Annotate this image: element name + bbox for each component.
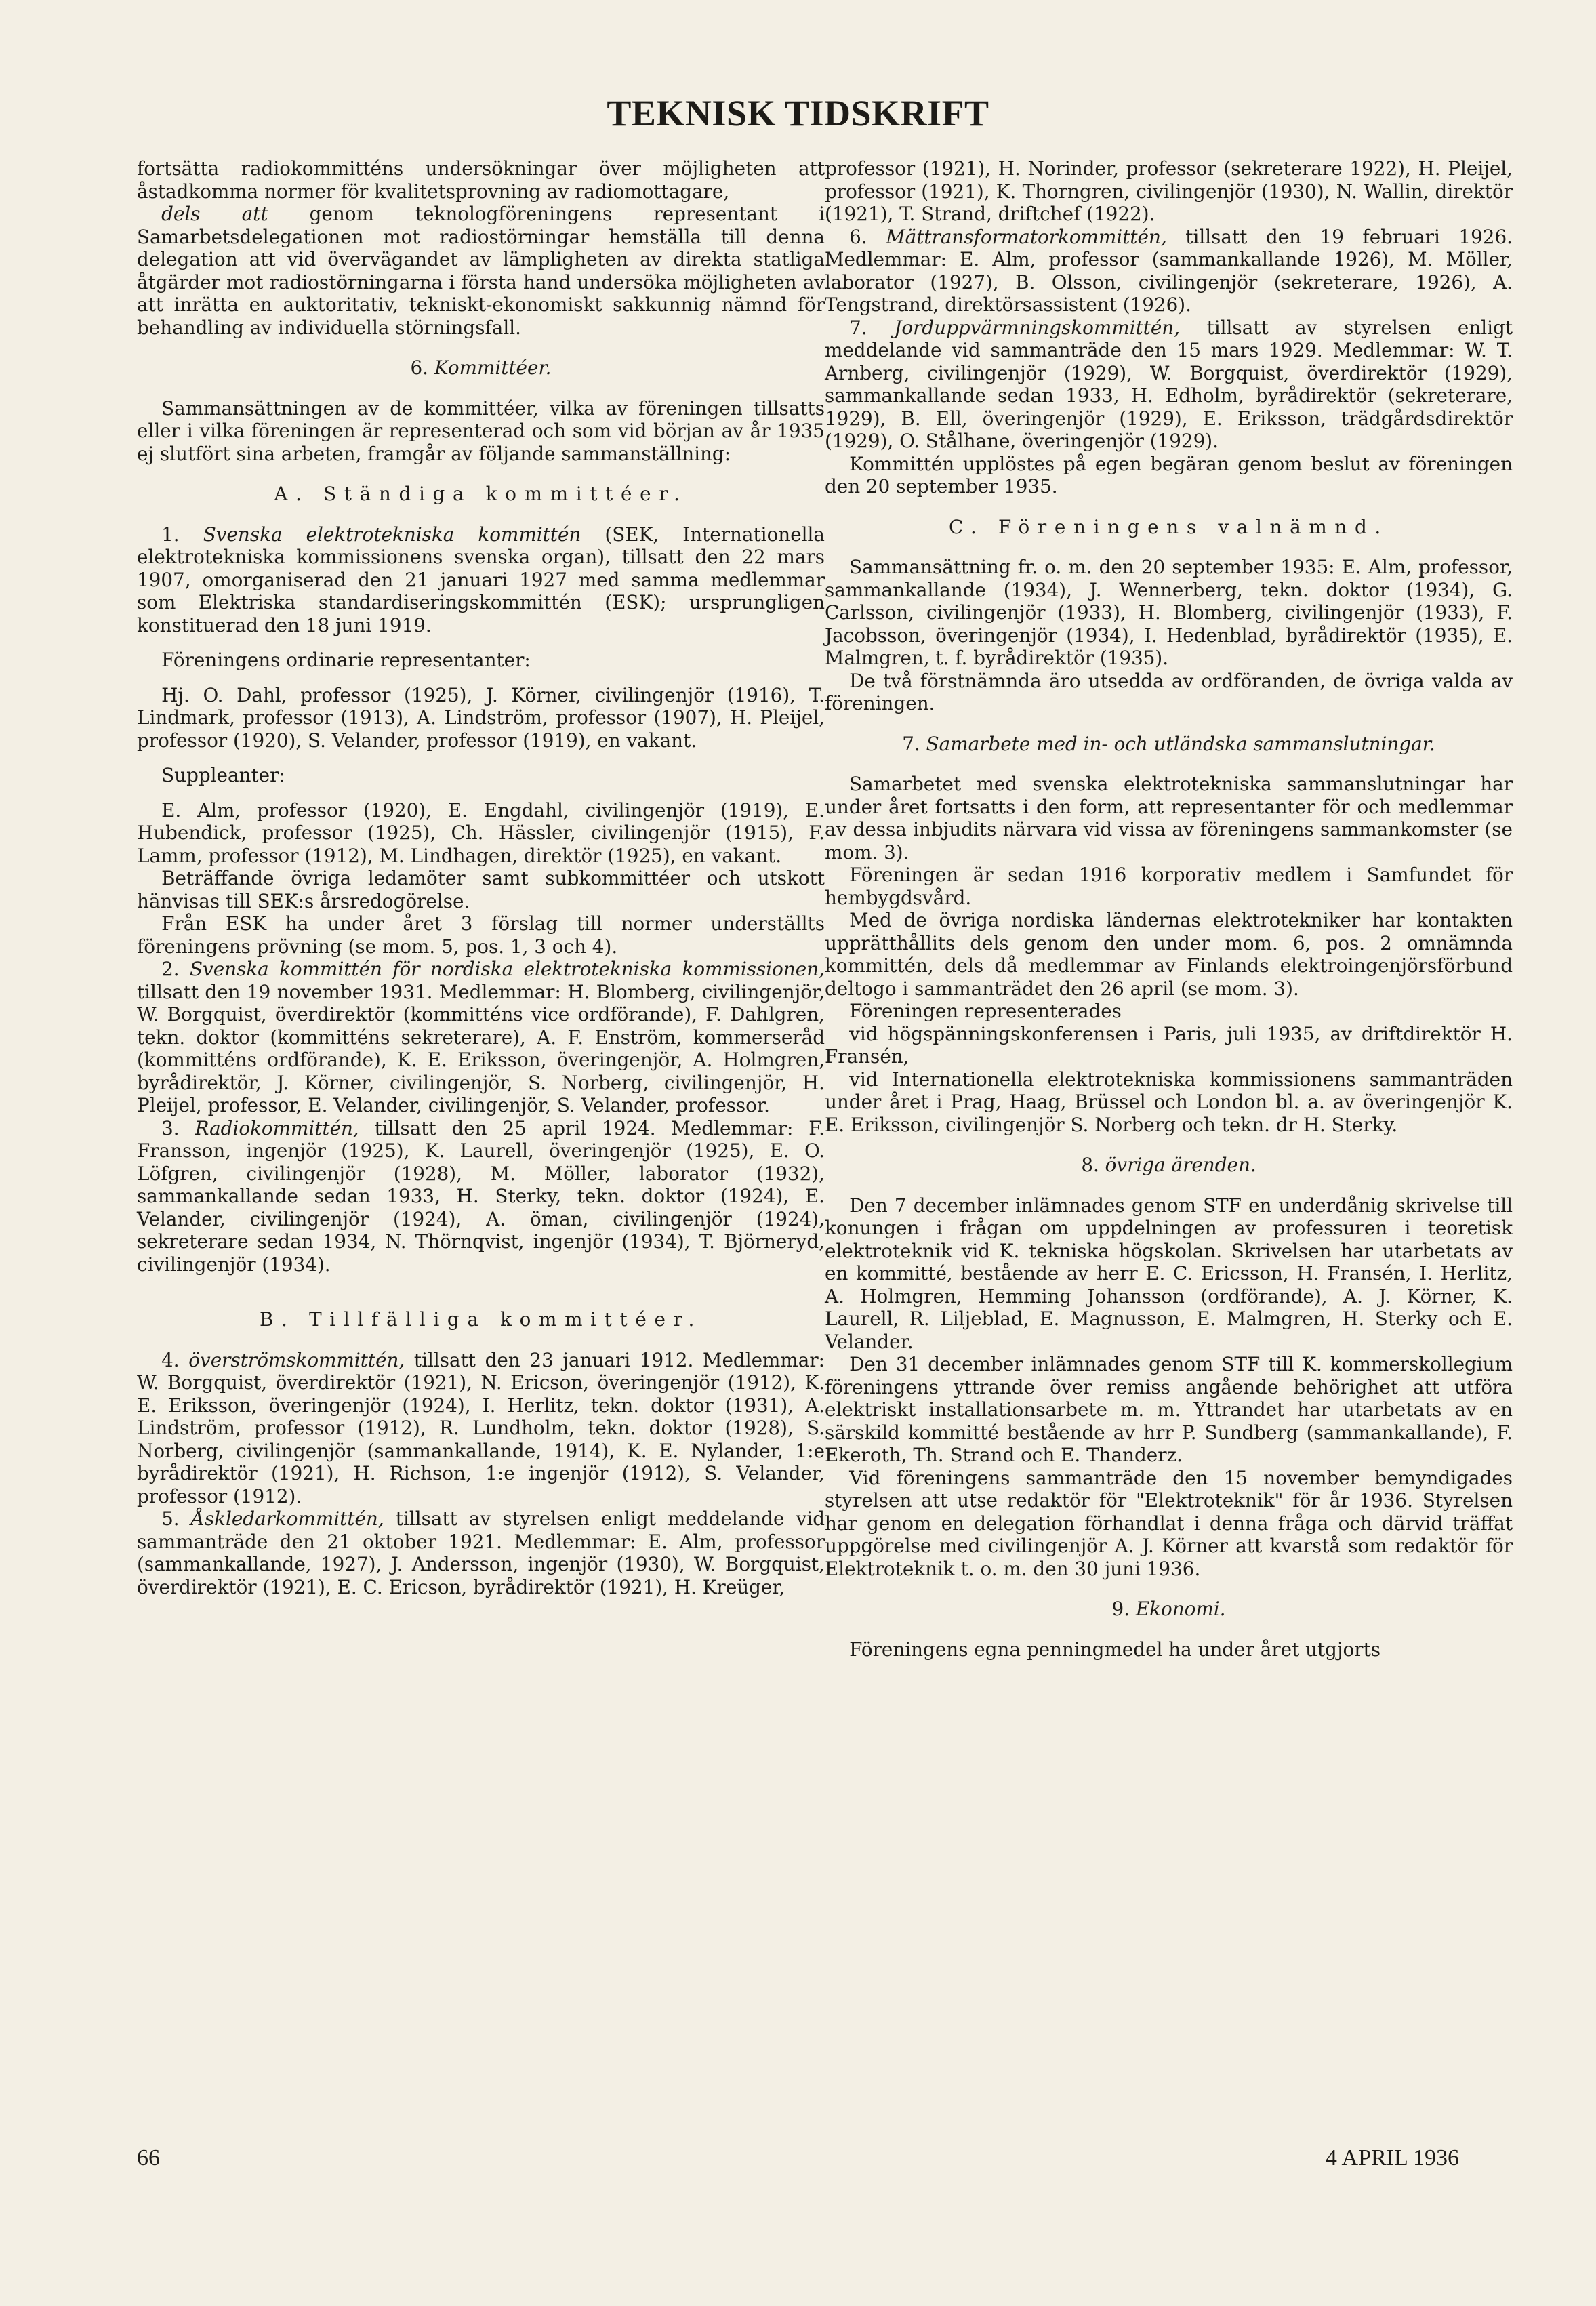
paragraph: professor (1921), H. Norinder, professor (sekreterare 1922), H. Pleijel, professor (1921), K. Thorngren, civilingenjör (1930), N. Wallin, direktör (1921), T. Strand, driftchef (1922).	[825, 157, 1513, 225]
paragraph: Kommittén upplöstes på egen begäran genom beslut av föreningen den 20 september 1935.	[825, 452, 1513, 498]
members-list: Hj. O. Dahl, professor (1925), J. Körner, civilingenjör (1916), T. Lindmark, professor (1913), A. Lindström, professor (1907), H. Pleijel, professor (1920), S. Velander, professor (1919), en vakant.	[137, 683, 825, 752]
paragraph: Med de övriga nordiska ländernas elektrotekniker har kontakten upprätthållits dels genom den under mom. 6, pos. 2 omnämnda kommittén, dels då medlemmar av Finlands elektroingenjörsförbund deltogo i sammanträdet den 26 april (se mom. 3).	[825, 909, 1513, 1000]
subsection-heading: B. Tillfälliga kommittéer.	[259, 1308, 703, 1331]
members-list: E. Alm, professor (1920), E. Engdahl, civilingenjör (1919), E. Hubendick, professor (1925), Ch. Hässler, civilingenjör (1915), F. Lamm, professor (1912), M. Lindhagen, direktör (1925), en vakant.	[137, 798, 825, 867]
committee-entry: 7. Jorduppvärmningskommittén, tillsatt av styrelsen enligt meddelande vid sammanträde den 15 mars 1929. Medlemmar: W. T. Arnberg, civilingenjör (1929), W. Borgquist, överdirektör (1929), sammankallande sedan 1933, H. Edholm, byrådirektör (sekreterare, 1929), B. Ell, överingenjör (1929), E. Eriksson, trädgårdsdirektör (1929), O. Stålhane, överingenjör (1929).	[825, 316, 1513, 452]
section-heading: 6. Kommittéer.	[410, 357, 552, 379]
paragraph: Beträffande övriga ledamöter samt subkommittéer och utskott hänvisas till SEK:s årsredogörelse.	[137, 867, 825, 912]
paragraph: Föreningens egna penningmedel ha under året utgjorts	[849, 1638, 1381, 1661]
paragraph: vid högspänningskonferensen i Paris, juli 1935, av driftdirektör H. Fransén,	[825, 1022, 1513, 1068]
section-heading: 8. övriga ärenden.	[1081, 1154, 1256, 1176]
paragraph: Föreningen är sedan 1916 korporativ medlem i Samfundet för hembygdsvård.	[825, 864, 1513, 909]
paragraph: vid Internationella elektrotekniska kommissionens sammanträden under året i Prag, Haag, Brüssel och London bl. a. av överingenjör K. E. Eriksson, civilingenjör S. Norberg och tekn. dr H. Sterky.	[825, 1068, 1513, 1136]
paragraph: fortsätta radiokommitténs undersökningar över möjligheten att åstadkomma normer för kvalitetsprovning av radiomottagare,	[137, 157, 825, 203]
committee-entry: 1. Svenska elektrotekniska kommittén (SEK, Internationella elektrotekniska kommissionens svenska organ), tillsatt den 22 mars 1907, omorganiserad den 21 januari 1927 med samma medlemmar som Elektriska standardiseringskommittén (ESK); ursprungligen konstituerad den 18 juni 1919.	[137, 523, 825, 636]
members-label: Föreningens ordinarie representanter:	[161, 649, 531, 671]
section-heading: 7. Samarbete med in- och utländska sammanslutningar.	[902, 732, 1435, 755]
paragraph: dels att genom teknologföreningens representant i Samarbetsdelegationen mot radiostörningar hemställa till denna delegation att vid övervägandet av lämpligheten av direkta statliga åtgärder mot radiostörningarna i första hand undersöka möjligheten av att inrätta en auktoritativ, tekniskt-ekonomiskt sakkunnig nämnd för behandling av individuella störningsfall.	[137, 203, 825, 339]
section-heading: 9. Ekonomi.	[1111, 1598, 1226, 1620]
paragraph: Den 7 december inlämnades genom STF en underdånig skrivelse till konungen i frågan om uppdelningen av professuren i teoretisk elektroteknik vid K. tekniska högskolan. Skrivelsen har utarbetats av en kommitté, bestående av herr E. C. Ericsson, H. Fransén, I. Herlitz, A. Holmgren, Hemming Johansson (ordförande), A. J. Körner, K. Laurell, R. Liljeblad, E. Magnusson, E. Malmgren, H. Sterky och E. Velander.	[825, 1194, 1513, 1353]
left-column	[137, 157, 825, 1598]
committee-entry: 4. överströmskommittén, tillsatt den 23 januari 1912. Medlemmar: W. Borgquist, överdirektör (1921), N. Ericson, överingenjör (1912), K. E. Eriksson, överingenjör (1924), I. Herlitz, tekn. doktor (1931), A. Lindström, professor (1912), R. Lundholm, tekn. doktor (1928), S. Norberg, civilingenjör (sammankallande, 1914), K. E. Nylander, 1:e byrådirektör (1921), H. Richson, 1:e ingenjör (1912), S. Velander, professor (1912).	[137, 1348, 825, 1508]
right-column	[825, 157, 1513, 1661]
paragraph: Vid föreningens sammanträde den 15 november bemyndigades styrelsen att utse redaktör för "Elektroteknik" för år 1936. Styrelsen har genom en delegation förhandlat i denna fråga och därvid träffat uppgörelse med civilingenjör A. J. Körner att kvarstå som redaktör för Elektroteknik t. o. m. den 30 juni 1936.	[825, 1466, 1513, 1580]
page-number: 66	[137, 2145, 160, 2170]
lead-term: dels att	[161, 203, 268, 225]
committee-entry: 3. Radiokommittén, tillsatt den 25 april 1924. Medlemmar: F. Fransson, ingenjör (1925), K. Laurell, överingenjör (1925), E. O. Löfgren, civilingenjör (1928), M. Möller, laborator (1932), sammankallande sedan 1933, H. Sterky, tekn. doktor (1924), E. Velander, civilingenjör (1924), A. öman, civilingenjör (1924), sekreterare sedan 1934, N. Thörnqvist, ingenjör (1934), T. Björneryd, civilingenjör (1934).	[137, 1116, 825, 1276]
paragraph: Sammansättning fr. o. m. den 20 september 1935: E. Alm, professor, sammankallande (1934), J. Wennerberg, tekn. doktor (1934), G. Carlsson, civilingenjör (1933), H. Blomberg, civilingenjör (1933), F. Jacobsson, överingenjör (1934), I. Hedenblad, byrådirektör (1935), E. Malmgren, t. f. byrådirektör (1935).	[825, 556, 1513, 669]
committee-entry: 2. Svenska kommittén för nordiska elektrotekniska kommissionen, tillsatt den 19 november 1931. Medlemmar: H. Blomberg, civilingenjör, W. Borgquist, överdirektör (kommitténs vice ordförande), F. Dahlgren, tekn. doktor (kommitténs sekreterare), A. F. Enström, kommerseråd (kommitténs ordförande), K. E. Eriksson, överingenjör, A. Holmgren, byrådirektör, J. Körner, civilingenjör, S. Norberg, civilingenjör, H. Pleijel, professor, E. Velander, civilingenjör, S. Velander, professor.	[137, 958, 825, 1116]
committee-entry: 5. Åskledarkommittén, tillsatt av styrelsen enligt meddelande vid sammanträde den 21 oktober 1921. Medlemmar: E. Alm, professor (sammankallande, 1927), J. Andersson, ingenjör (1930), W. Borgquist, överdirektör (1921), E. C. Ericson, byrådirektör (1921), H. Kreüger,	[137, 1508, 825, 1598]
paragraph: De två förstnämnda äro utsedda av ordföranden, de övriga valda av föreningen.	[825, 669, 1513, 714]
paragraph: Den 31 december inlämnades genom STF till K. kommerskollegium föreningens yttrande över remiss angående behörighet att utföra elektriskt installationsarbete m. m. Yttrandet har utarbetats av en särskild kommitté bestående av hrr P. Sundberg (sammankallande), F. Ekeroth, Th. Strand och E. Thanderz.	[825, 1353, 1513, 1466]
masthead: TEKNISK TIDSKRIFT	[607, 93, 989, 134]
subsection-heading: A. Ständiga kommittéer.	[274, 483, 688, 505]
paragraph: Sammansättningen av de kommittéer, vilka av föreningen tillsatts eller i vilka föreningen är representerad och som vid början av år 1935 ej slutfört sina arbeten, framgår av följande sammanställning:	[137, 397, 825, 465]
committee-entry: 6. Mättransformatorkommittén, tillsatt den 19 februari 1926. Medlemmar: E. Alm, professor (sammankallande 1926), M. Möller, laborator (1927), B. Olsson, civilingenjör (sekreterare, 1926), A. Tengstrand, direktörsassistent (1926).	[825, 225, 1513, 316]
paragraph: Föreningen representerades	[849, 1000, 1122, 1022]
paragraph: Från ESK ha under året 3 förslag till normer underställts föreningens prövning (se mom. 5, pos. 1, 3 och 4).	[137, 912, 825, 958]
issue-date: 4 APRIL 1936	[1325, 2145, 1459, 2170]
paragraph: Samarbetet med svenska elektrotekniska sammanslutningar har under året fortsatts i den form, att representanter för och medlemmar av dessa inbjudits närvara vid vissa av föreningens sammankomster (se mom. 3).	[825, 773, 1513, 864]
subsection-heading: C. Föreningens valnämnd.	[949, 515, 1389, 538]
members-label: Suppleanter:	[161, 764, 285, 786]
